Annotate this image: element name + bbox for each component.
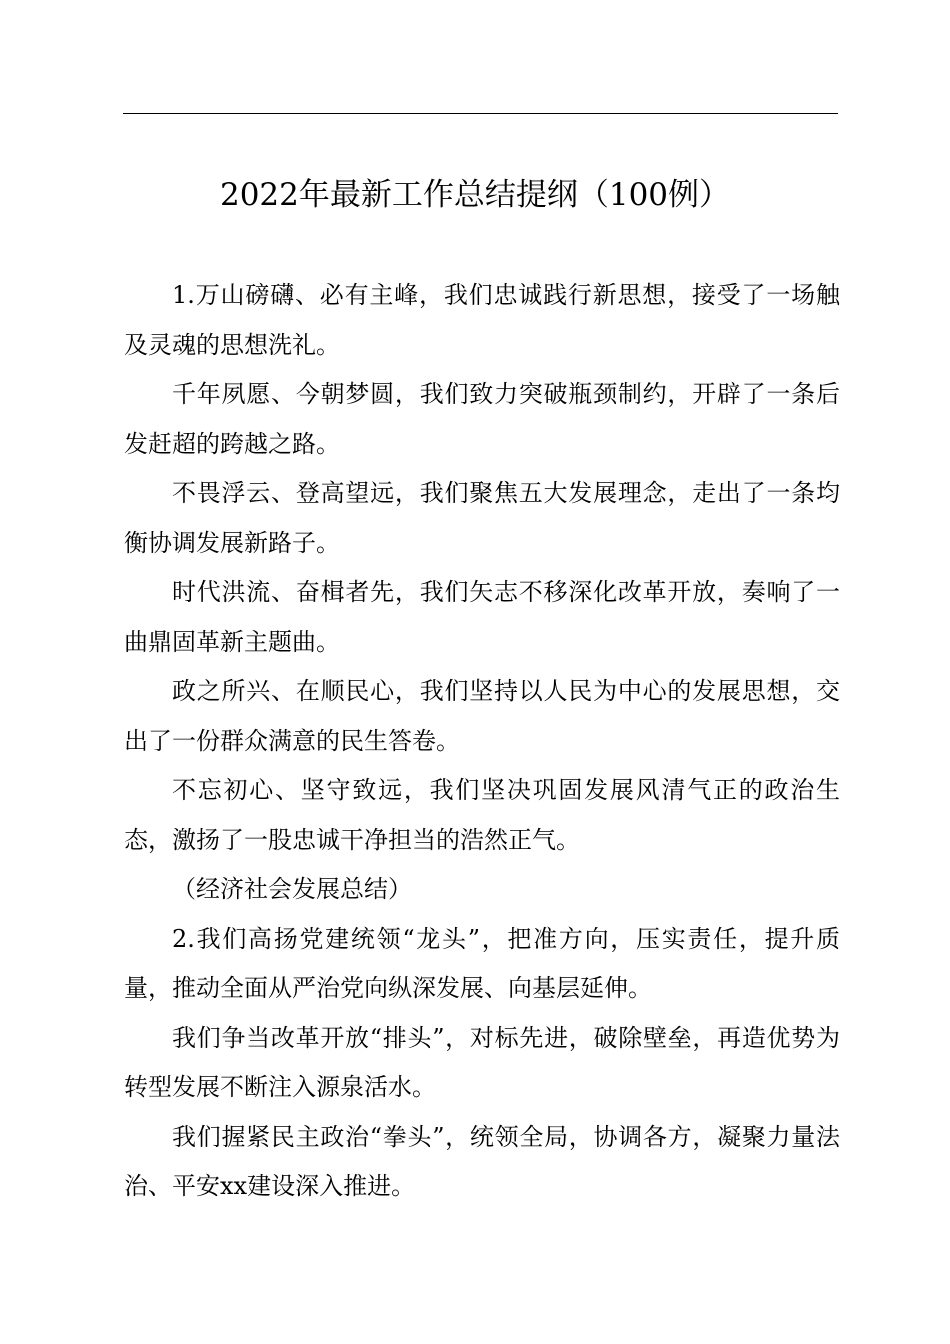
document-body — [124, 271, 840, 1212]
paragraph-9: 我们握紧民主政治“拳头”，统领全局，协调各方，凝聚力量法治、平安xx建设深入推进。 — [124, 1122, 840, 1200]
paragraph-4: 时代洪流、奋楫者先，我们矢志不移深化改革开放，奏响了一曲鼎固革新主题曲。 — [124, 578, 840, 656]
paragraph-3: 不畏浮云、登高望远，我们聚焦五大发展理念，走出了一条均衡协调发展新路子。 — [124, 479, 840, 557]
paragraph-1: 1.万山磅礴、必有主峰，我们忠诚践行新思想，接受了一场触及灵魂的思想洗礼。 — [124, 281, 840, 359]
paragraph-6: 不忘初心、坚守致远，我们坚决巩固发展风清气正的政治生态，激扬了一股忠诚干净担当的浩然正气。 — [124, 776, 840, 854]
section-note: （经济社会发展总结） — [172, 875, 412, 903]
paragraph-5: 政之所兴、在顺民心，我们坚持以人民为中心的发展思想，交出了一份群众满意的民生答卷。 — [124, 677, 840, 755]
paragraph-8: 我们争当改革开放“排头”，对标先进，破除壁垒，再造优势为转型发展不断注入源泉活水。 — [124, 1023, 840, 1101]
paragraph-2: 千年夙愿、今朝梦圆，我们致力突破瓶颈制约，开辟了一条后发赶超的跨越之路。 — [124, 380, 840, 458]
document-title: 2022年最新工作总结提纲（100例） — [219, 177, 731, 213]
paragraph-7: 2.我们高扬党建统领“龙头”，把准方向，压实责任，提升质量，推动全面从严治党向纵深发展、向基层延伸。 — [124, 924, 840, 1002]
header-rule — [123, 113, 838, 114]
